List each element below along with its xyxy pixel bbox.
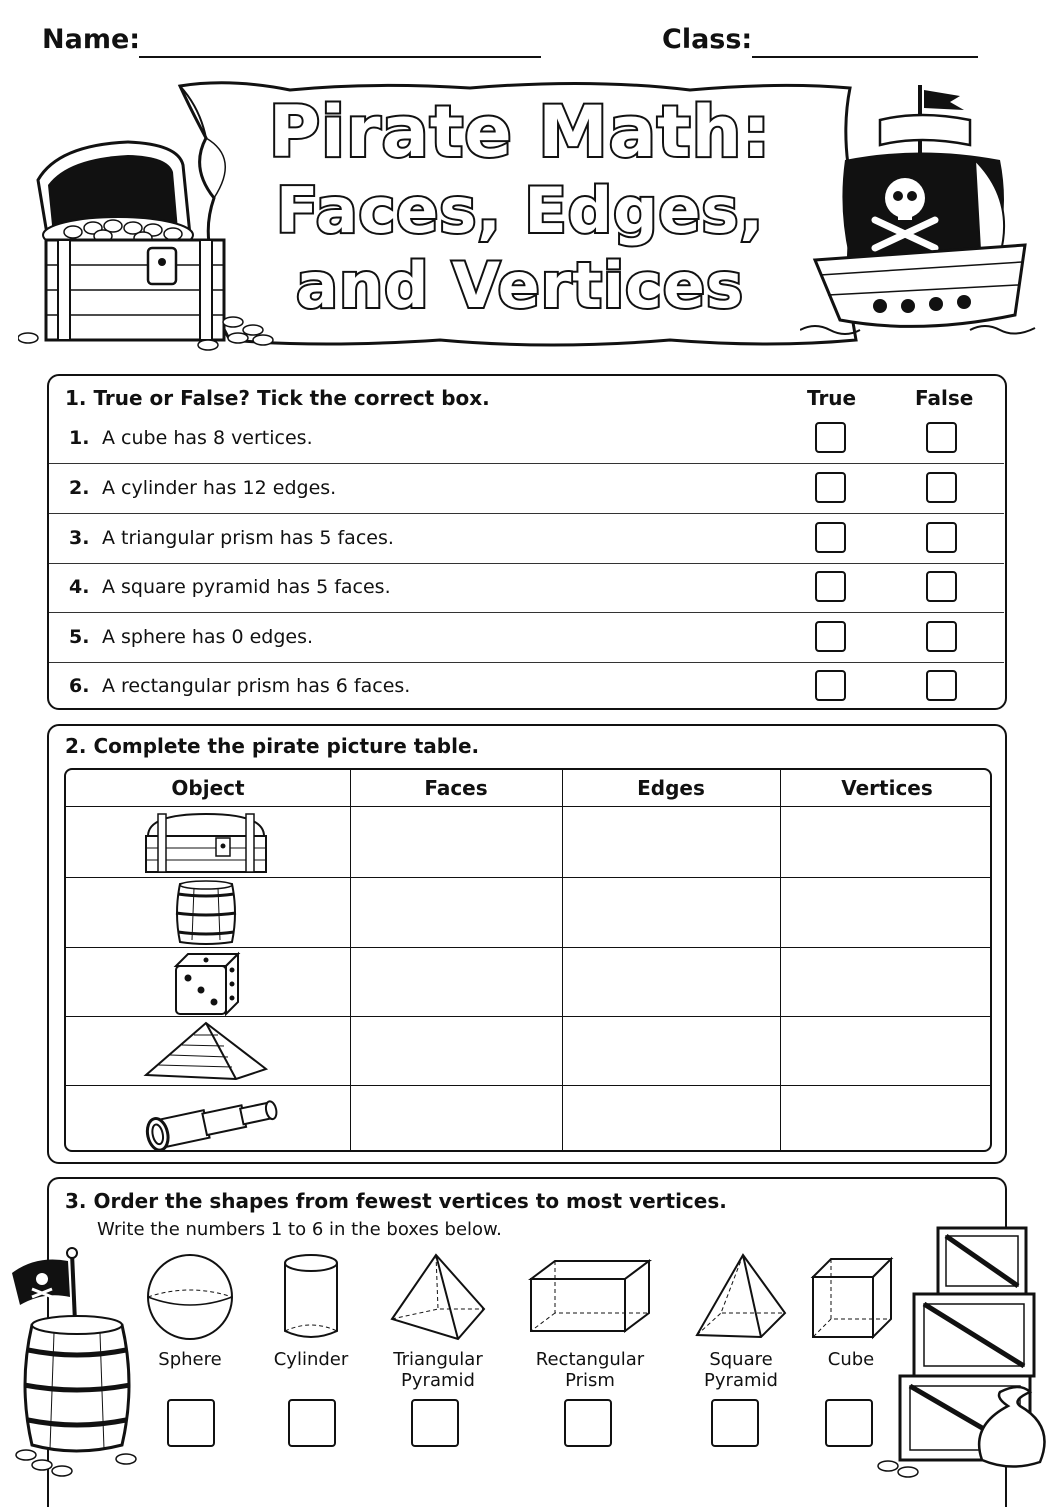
shape-label: Square Pyramid — [704, 1349, 778, 1391]
true-header: True — [807, 386, 857, 410]
question-number: 1. — [69, 427, 90, 449]
section1-title: 1. True or False? Tick the correct box. — [65, 386, 490, 410]
true-checkbox[interactable] — [815, 422, 846, 453]
title-line-2: Faces, Edges, — [275, 174, 765, 247]
false-header: False — [915, 386, 974, 410]
true-checkbox[interactable] — [815, 522, 846, 553]
column-header-faces: Faces — [350, 770, 562, 807]
question-row — [49, 514, 1004, 564]
pyramid-icon — [126, 1019, 286, 1085]
question-text: A triangular prism has 5 faces. — [102, 527, 394, 549]
shape-sphere — [135, 1251, 245, 1370]
section-true-false — [47, 374, 1007, 710]
false-checkbox[interactable] — [926, 670, 957, 701]
true-checkbox[interactable] — [815, 670, 846, 701]
question-number: 4. — [69, 576, 90, 598]
true-checkbox[interactable] — [815, 571, 846, 602]
name-line[interactable] — [139, 28, 541, 58]
order-answer-box-sphere[interactable] — [167, 1399, 215, 1447]
question-text: A cube has 8 vertices. — [102, 427, 313, 449]
rectangular-prism-icon — [527, 1251, 653, 1343]
header-fields — [42, 22, 982, 62]
question-number: 6. — [69, 675, 90, 697]
question-number: 3. — [69, 527, 90, 549]
shape-label: Sphere — [158, 1349, 222, 1370]
order-answer-box-cube[interactable] — [825, 1399, 873, 1447]
question-text: A square pyramid has 5 faces. — [102, 576, 391, 598]
worksheet-title — [190, 92, 850, 322]
treasure-chest-icon — [18, 140, 288, 355]
faces-edges-vertices-table — [64, 768, 992, 1152]
cylinder-icon — [265, 1251, 357, 1343]
class-line[interactable] — [752, 28, 978, 58]
column-header-vertices: Vertices — [780, 770, 992, 807]
class-label: Class: — [662, 24, 753, 55]
false-checkbox[interactable] — [926, 621, 957, 652]
treasure-chest-icon — [126, 810, 286, 876]
shape-triangular-pyramid — [383, 1251, 493, 1391]
section3-subtitle: Write the numbers 1 to 6 in the boxes below. — [97, 1219, 502, 1240]
question-row — [49, 563, 1004, 613]
title-line-1: Pirate Math: — [268, 91, 772, 173]
question-row — [49, 414, 1004, 464]
shape-rectangular-prism — [525, 1251, 655, 1391]
shape-cylinder — [256, 1251, 366, 1370]
false-checkbox[interactable] — [926, 472, 957, 503]
shape-label: Cylinder — [273, 1349, 349, 1370]
section-order-shapes — [47, 1177, 1007, 1507]
column-header-object: Object — [66, 770, 350, 807]
order-answer-box-rectangular-prism[interactable] — [564, 1399, 612, 1447]
pirate-ship-icon — [800, 80, 1040, 355]
question-row — [49, 613, 1004, 663]
true-checkbox[interactable] — [815, 472, 846, 503]
name-label: Name: — [42, 24, 141, 55]
shape-label: Triangular Pyramid — [393, 1349, 483, 1391]
shape-square-pyramid — [686, 1251, 796, 1391]
barrel-flag-icon — [6, 1245, 146, 1480]
question-text: A sphere has 0 edges. — [102, 626, 314, 648]
crates-icon — [870, 1220, 1055, 1480]
shape-label: Cube — [827, 1349, 875, 1370]
order-answer-box-square-pyramid[interactable] — [711, 1399, 759, 1447]
true-checkbox[interactable] — [815, 621, 846, 652]
question-text: A cylinder has 12 edges. — [102, 477, 337, 499]
false-checkbox[interactable] — [926, 571, 957, 602]
triangular-pyramid-icon — [388, 1251, 488, 1343]
shape-label: Rectangular Prism — [535, 1349, 645, 1391]
section-picture-table — [47, 724, 1007, 1164]
order-answer-box-cylinder[interactable] — [288, 1399, 336, 1447]
question-row — [49, 464, 1004, 514]
order-answer-box-triangular-pyramid[interactable] — [411, 1399, 459, 1447]
question-row — [49, 662, 1004, 711]
question-number: 2. — [69, 477, 90, 499]
sphere-icon — [144, 1251, 236, 1343]
section3-title: 3. Order the shapes from fewest vertices to most vertices. — [65, 1189, 727, 1213]
column-header-edges: Edges — [562, 770, 780, 807]
title-line-3: and Vertices — [296, 249, 744, 322]
question-text: A rectangular prism has 6 faces. — [102, 675, 411, 697]
question-number: 5. — [69, 626, 90, 648]
section2-title: 2. Complete the pirate picture table. — [65, 734, 480, 758]
barrel-icon — [126, 880, 286, 946]
dice-icon — [126, 950, 286, 1016]
telescope-icon — [126, 1088, 286, 1152]
false-checkbox[interactable] — [926, 422, 957, 453]
square-pyramid-icon — [691, 1251, 791, 1343]
false-checkbox[interactable] — [926, 522, 957, 553]
